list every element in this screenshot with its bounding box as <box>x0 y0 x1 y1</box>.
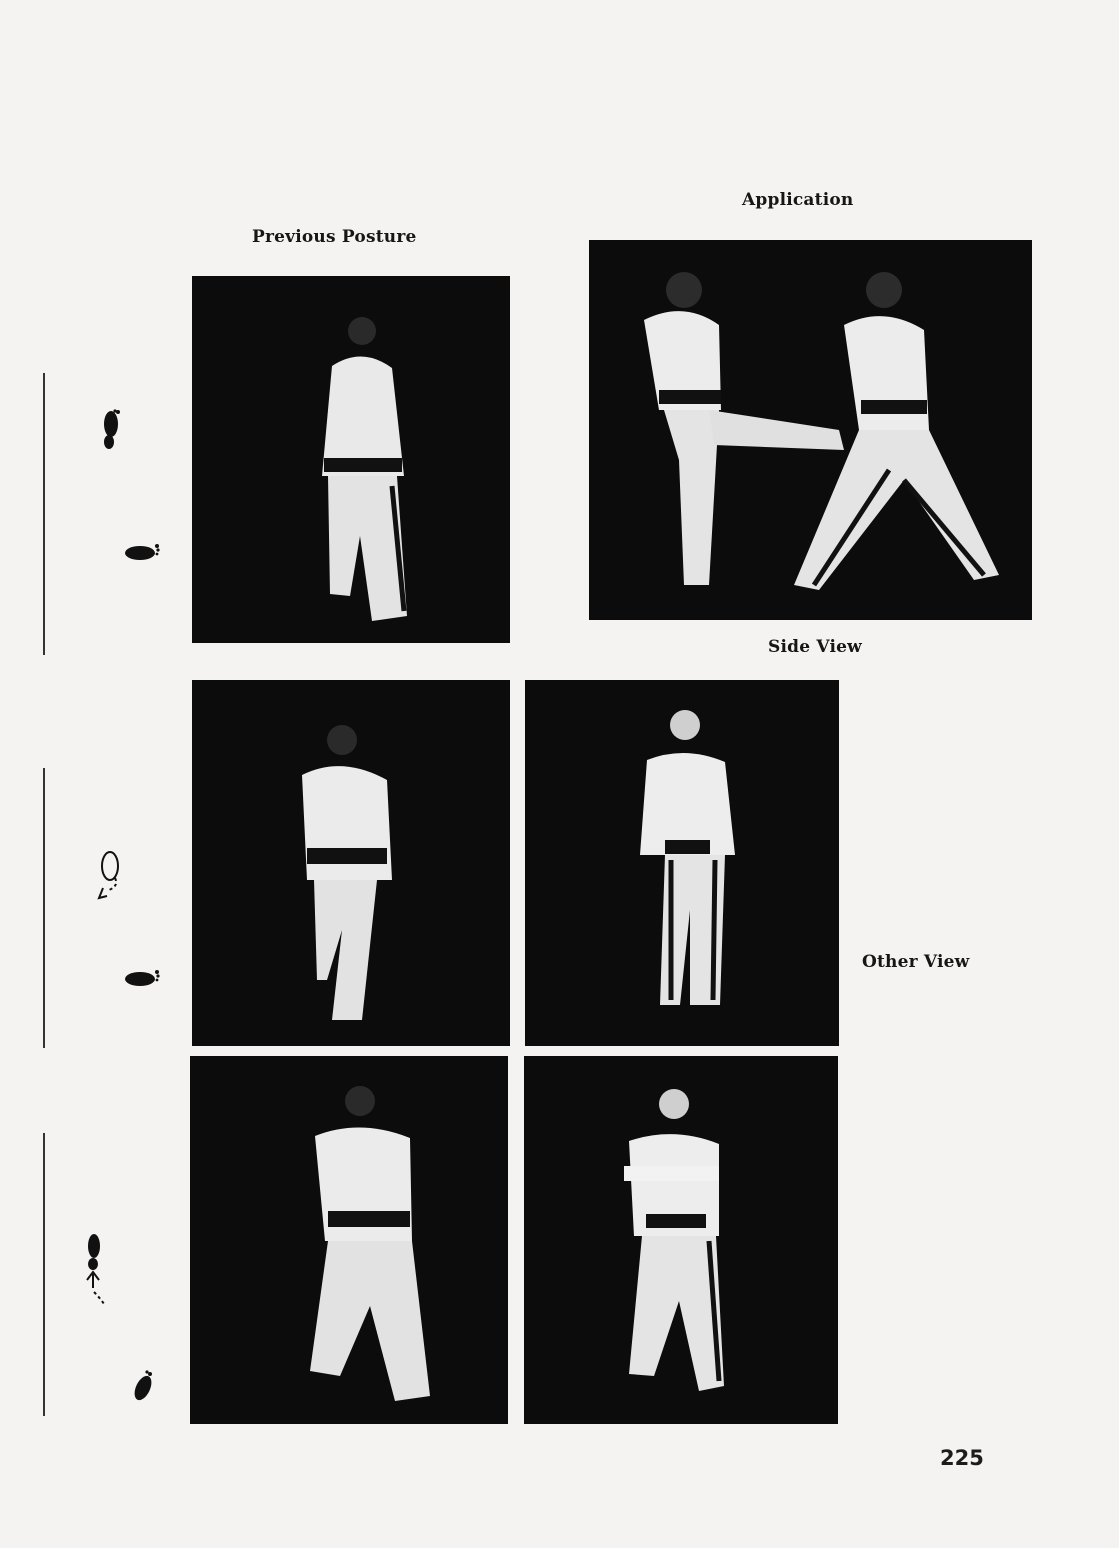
photo-step-2-back <box>192 680 510 1046</box>
previous-posture-heading: Previous Posture <box>252 227 417 247</box>
footprint-arrow-icon <box>82 1232 108 1306</box>
page-number: 225 <box>940 1446 984 1470</box>
photo-step-3-back <box>190 1056 508 1424</box>
photo-step-2-front <box>525 680 839 1046</box>
side-view-heading: Side View <box>768 637 862 657</box>
step-divider-line-1 <box>43 373 45 655</box>
application-heading: Application <box>742 190 854 210</box>
photo-previous-posture <box>192 276 510 643</box>
other-view-heading: Other View <box>862 952 970 972</box>
footprint-icon <box>122 540 162 562</box>
footprint-icon <box>100 408 122 450</box>
photo-step-3-front <box>524 1056 838 1424</box>
photo-application <box>589 240 1032 620</box>
step-divider-line-2 <box>43 768 45 1048</box>
step-divider-line-3 <box>43 1133 45 1416</box>
footprint-outline-icon <box>95 848 125 902</box>
footprint-icon <box>122 966 162 988</box>
footprint-icon <box>128 1368 158 1408</box>
